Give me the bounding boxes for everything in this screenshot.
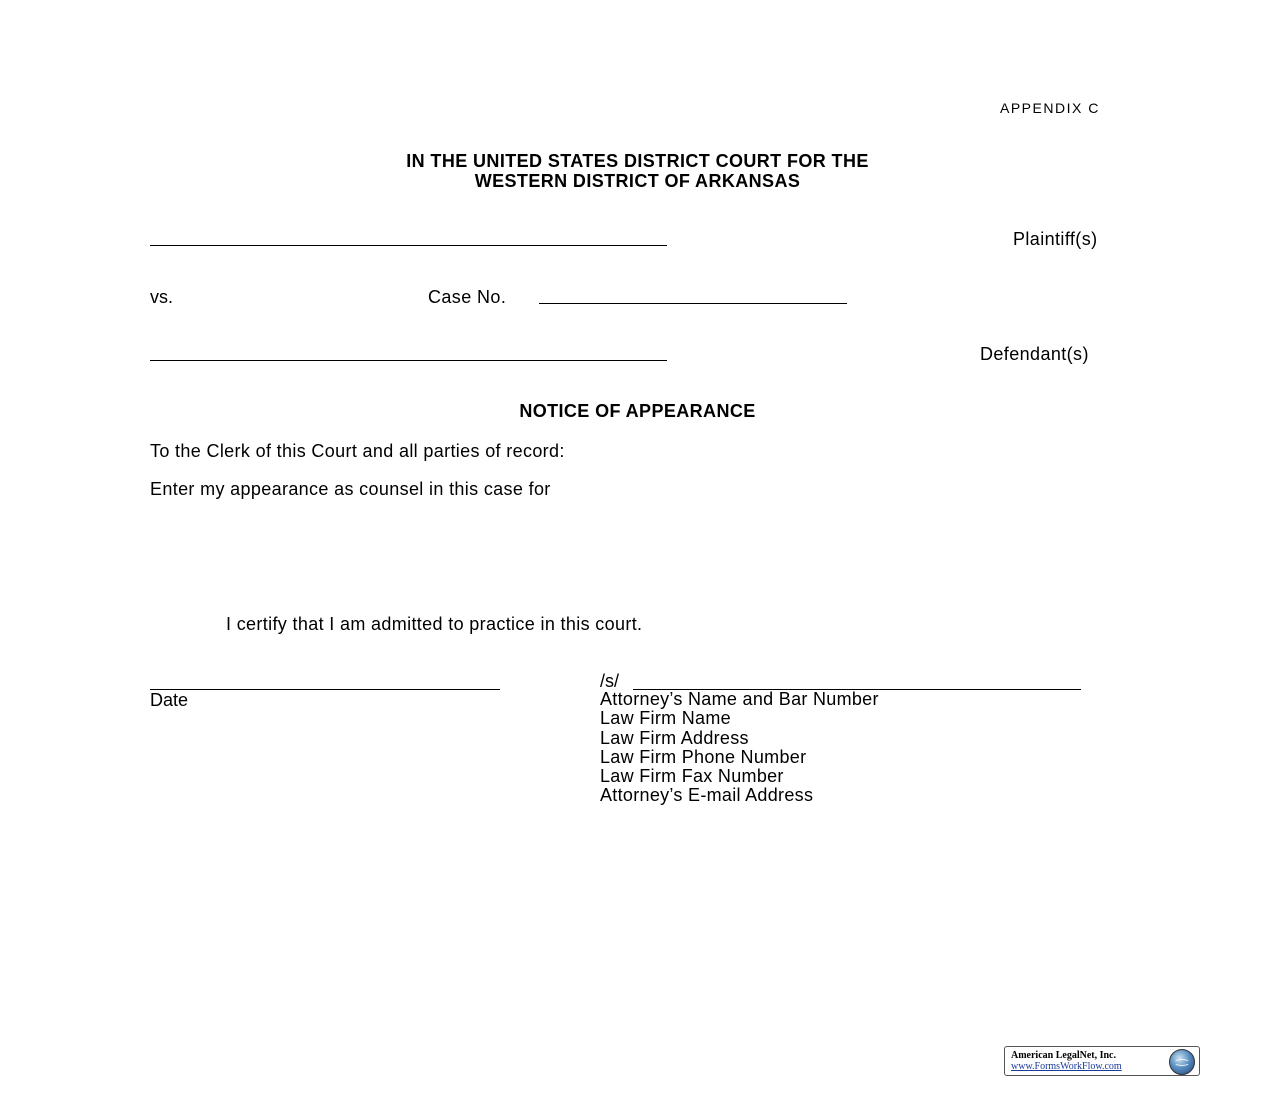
footer-url-link[interactable]: www.FormsWorkFlow.com — [1011, 1061, 1122, 1072]
defendant-name-field[interactable] — [150, 360, 667, 361]
signature-prefix: /s/ — [600, 671, 620, 691]
law-firm-name-line: Law Firm Name — [600, 708, 731, 729]
globe-icon — [1169, 1049, 1195, 1075]
date-label: Date — [150, 690, 189, 710]
notice-title: NOTICE OF APPEARANCE — [519, 401, 756, 421]
law-firm-address-line: Law Firm Address — [600, 727, 749, 748]
salutation: To the Clerk of this Court and all parties of record: — [150, 441, 565, 461]
court-heading-line-1: IN THE UNITED STATES DISTRICT COURT FOR THE — [406, 151, 869, 171]
attorney-name-line: Attorney’s Name and Bar Number — [600, 689, 879, 709]
case-no-label: Case No. — [428, 287, 507, 307]
vs-label: vs. — [150, 287, 174, 307]
appearance-statement: Enter my appearance as counsel in this case for — [150, 479, 551, 499]
footer-company-name: American LegalNet, Inc. — [1011, 1050, 1116, 1061]
court-heading-line-2: WESTERN DISTRICT OF ARKANSAS — [474, 171, 801, 191]
law-firm-phone-line: Law Firm Phone Number — [600, 746, 807, 767]
appendix-label: APPENDIX C — [1000, 100, 1100, 116]
plaintiff-label: Plaintiff(s) — [1013, 229, 1098, 249]
date-field[interactable] — [150, 689, 500, 690]
attorney-email-line: Attorney’s E-mail Address — [600, 785, 814, 806]
plaintiff-name-field[interactable] — [150, 245, 667, 246]
footer-logo[interactable] — [1004, 1046, 1200, 1076]
case-number-field[interactable] — [539, 303, 847, 304]
law-firm-fax-line: Law Firm Fax Number — [600, 766, 784, 787]
defendant-label: Defendant(s) — [980, 344, 1089, 364]
signature-block — [600, 690, 879, 806]
certification-statement: I certify that I am admitted to practice in this court. — [226, 614, 643, 634]
